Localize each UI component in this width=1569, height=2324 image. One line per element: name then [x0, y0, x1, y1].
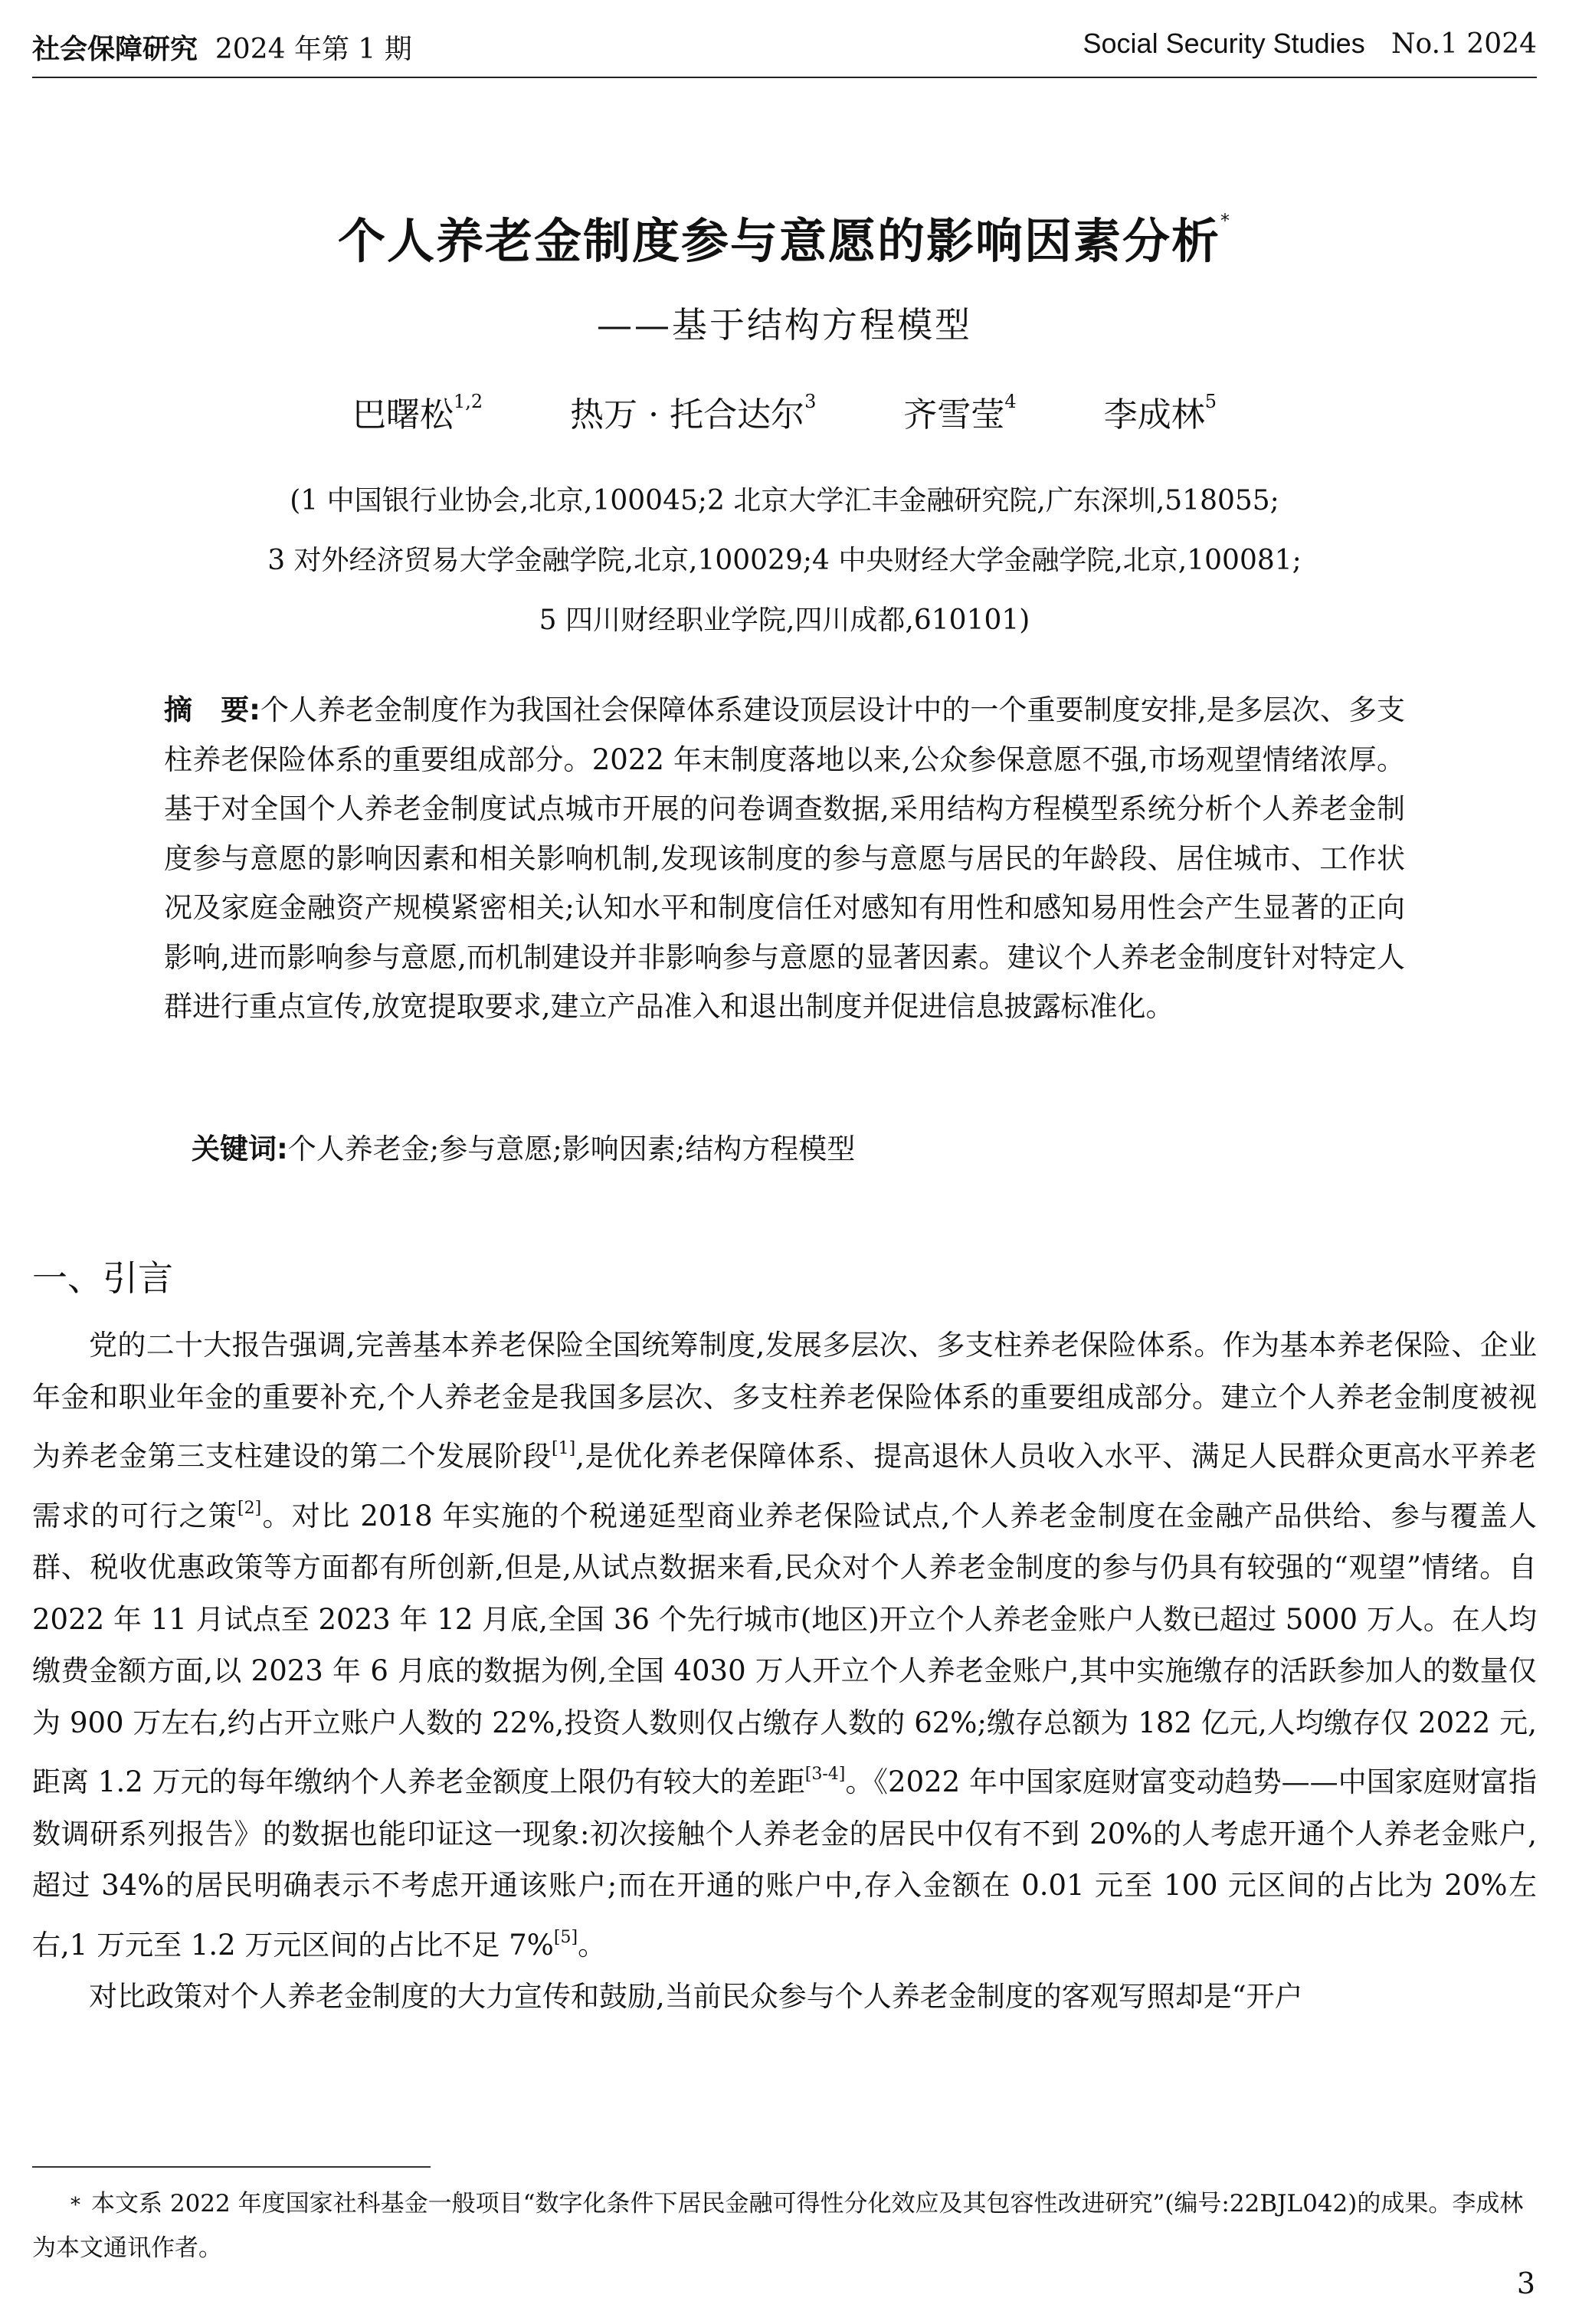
title-footnote-mark: * — [1220, 210, 1231, 231]
keywords — [192, 1125, 1402, 1174]
issue-cn: 2024 年第 1 期 — [215, 34, 412, 65]
header-left — [32, 28, 412, 67]
affiliation-line: (1 中国银行业协会,北京,100045;2 北京大学汇丰金融研究院,广东深圳,518055; — [290, 485, 1279, 516]
citation: [1] — [552, 1439, 576, 1458]
section-heading: 一、引言 — [32, 1257, 173, 1299]
author-list — [0, 387, 1569, 436]
citation: [5] — [553, 1927, 578, 1947]
issue-en: No.1 2024 — [1391, 28, 1537, 60]
paragraph: 党的二十大报告强调,完善基本养老保险全国统筹制度,发展多层次、多支柱养老保险体系。作为基本养老保险、企业年金和职业年金的重要补充,个人养老金是我国多层次、多支柱养老保险体系的重要组成部分。建立个人养老金制度被视为养老金第三支柱建设的第二个发展阶段[1],是优化养老保障体系、提高退休人员收入水平、满足人民群众更高水平养老需求的可行之策[2]。对比 2018 年实施的个税递延型商业养老保险试点,个人养老金制度在金融产品供给、参与覆盖人群、税收优惠政策等方面都有所创新,但是,从试点数据来看,民众对个人养老金制度的参与仍具有较强的“观望”情绪。自 2022 年 11 月试点至 2023 年 12 月底,全国 36 个先行城市(地区)开立个人养老金账户人数已超过 5000 万人。在人均缴费金额方面,以 2023 年 6 月底的数据为例,全国 4030 万人开立个人养老金账户,其中实施缴存的活跃参加人的数量仅为 900 万左右,约占开立账户人数的 22%,投资人数则仅占缴存人数的 62%;缴存总额为 182 亿元,人均缴存仅 2022 元,距离 1.2 万元的每年缴纳个人养老金额度上限仍有较大的差距[3-4]。《2022 年中国家庭财富变动趋势——中国家庭财富指数调研系列报告》的数据也能印证这一现象:初次接触个人养老金的居民中仅有不到 20%的人考虑开通个人养老金账户,超过 34%的居民明确表示不考虑开通该账户;而在开通的账户中,存入金额在 0.01 元至 100 元区间的占比为 20%左右,1 万元至 1.2 万元区间的占比不足 7%[5]。 — [32, 1329, 1538, 1962]
author: 李成林$^5$ — [1103, 391, 1217, 434]
journal-name-cn: 社会保障研究 — [32, 34, 198, 65]
header-right — [1083, 28, 1537, 60]
paragraph: 对比政策对个人养老金制度的大力宣传和鼓励,当前民众参与个人养老金制度的客观写照却是“开户 — [89, 1980, 1303, 2013]
keywords-label: 关键词: — [192, 1132, 288, 1165]
author: 齐雪莹$^4$ — [903, 391, 1017, 434]
journal-name-en: Social Security Studies — [1083, 28, 1365, 59]
paper-title-text: 个人养老金制度参与意愿的影响因素分析 — [337, 213, 1220, 269]
abstract-label: 摘 要: — [164, 693, 260, 726]
keywords-text: 个人养老金;参与意愿;影响因素;结构方程模型 — [287, 1132, 856, 1165]
citation: [3-4] — [804, 1765, 846, 1784]
paper-title — [0, 203, 1569, 271]
paper-subtitle: ——基于结构方程模型 — [597, 304, 972, 346]
footnote-mark: * — [70, 2194, 80, 2217]
author: 巴曙松$^{1,2}$ — [352, 391, 483, 434]
citation: [2] — [237, 1498, 262, 1518]
author: 热万 · 托合达尔$^3$ — [570, 391, 817, 434]
running-header — [32, 23, 1537, 78]
abstract — [164, 686, 1405, 1032]
affiliation-line: 5 四川财经职业学院,四川成都,610101) — [539, 605, 1030, 636]
affiliation-line: 3 对外经济贸易大学金融学院,北京,100029;4 中央财经大学金融学院,北京,100081; — [267, 545, 1302, 576]
page-number: 3 — [1516, 2267, 1535, 2300]
abstract-text: 个人养老金制度作为我国社会保障体系建设顶层设计中的一个重要制度安排,是多层次、多支柱养老保险体系的重要组成部分。2022 年末制度落地以来,公众参保意愿不强,市场观望情绪浓厚。基于对全国个人养老金制度试点城市开展的问卷调查数据,采用结构方程模型系统分析个人养老金制度参与意愿的影响因素和相关影响机制,发现该制度的参与意愿与居民的年龄段、居住城市、工作状况及家庭金融资产规模紧密相关;认知水平和制度信任对感知有用性和感知易用性会产生显著的正向影响,进而影响参与意愿,而机制建设并非影响参与意愿的显著因素。建议个人养老金制度针对特定人群进行重点宣传,放宽提取要求,建立产品准入和退出制度并促进信息披露标准化。 — [164, 693, 1405, 1023]
body-text — [32, 1319, 1537, 2023]
footnote-divider — [32, 2166, 431, 2168]
affiliations — [115, 471, 1454, 651]
footnote-text: 本文系 2022 年度国家社科基金一般项目“数字化条件下居民金融可得性分化效应及其包容性改进研究”(编号:22BJL042)的成果。李成林为本文通讯作者。 — [32, 2190, 1524, 2262]
footnote — [32, 2182, 1537, 2270]
